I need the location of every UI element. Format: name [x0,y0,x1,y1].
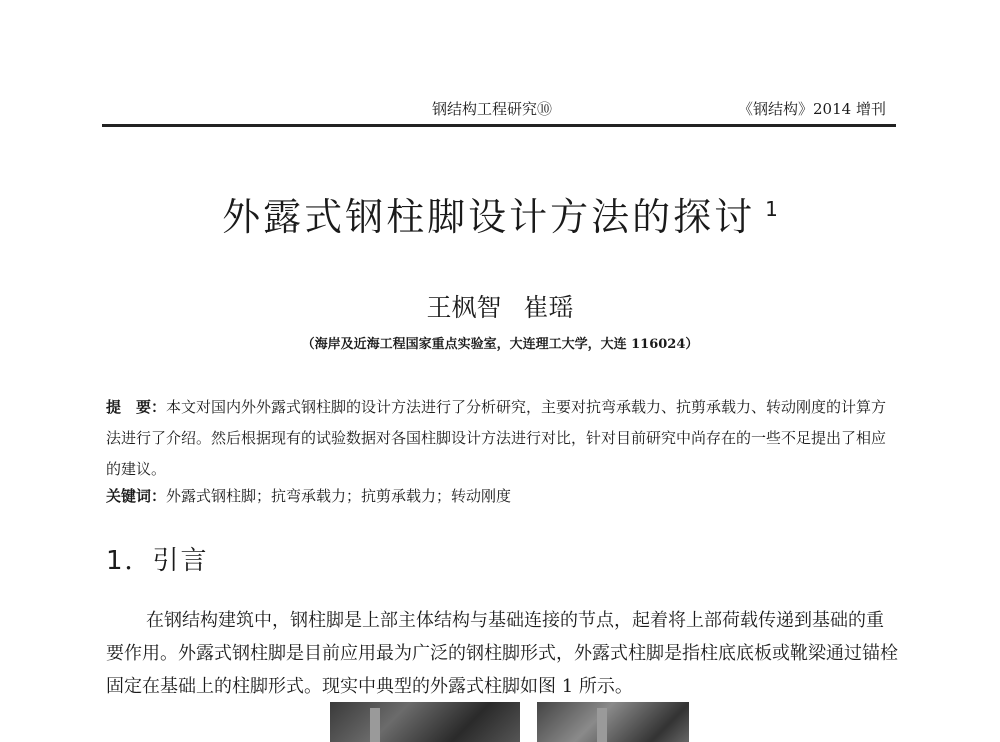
paper-title-text: 外露式钢柱脚设计方法的探讨 [222,195,756,239]
section-heading: 1．引言 [106,546,209,576]
running-head-journal: 钢结构工程研究⑩ [432,100,553,118]
body-paragraph: 在钢结构建筑中，钢柱脚是上部主体结构与基础连接的节点，起着将上部荷载传递到基础的重要作用。外露式钢柱脚是目前应用最为广泛的钢柱脚形式，外露式柱脚是指柱底底板或靴梁通过锚栓固定在基础上的柱脚形式。现实中典型的外露式柱脚如图 1 所示。 [106,610,898,697]
abstract-label: 提 要： [106,398,167,416]
title-footnote-marker: 1 [765,197,778,222]
affiliation: （海岸及近海工程国家重点实验室，大连理工大学，大连 116024） [301,337,699,352]
header-rule [102,124,896,127]
paper-title [0,186,1000,241]
column-flange-shape [370,708,380,742]
keywords [106,481,896,512]
abstract [106,392,896,485]
running-head-issue: 《钢结构》2014 增刊 [738,100,886,118]
column-flange-shape [597,708,607,742]
keywords-text: 外露式钢柱脚；抗弯承载力；抗剪承载力；转动刚度 [166,487,512,505]
author-name: 崔瑶 [523,293,574,322]
figure-photo-right [537,702,689,742]
author-list [0,288,1000,324]
abstract-text: 本文对国内外外露式钢柱脚的设计方法进行了分析研究，主要对抗弯承载力、抗剪承载力、转动刚度的计算方法进行了介绍。然后根据现有的试验数据对各国柱脚设计方法进行对比，针对目前研究中尚存在的一些不足提出了相应的建议。 [106,398,887,478]
author-name: 王枫智 [426,293,502,322]
figure-photo-left [330,702,520,742]
keywords-label: 关键词： [106,487,167,505]
